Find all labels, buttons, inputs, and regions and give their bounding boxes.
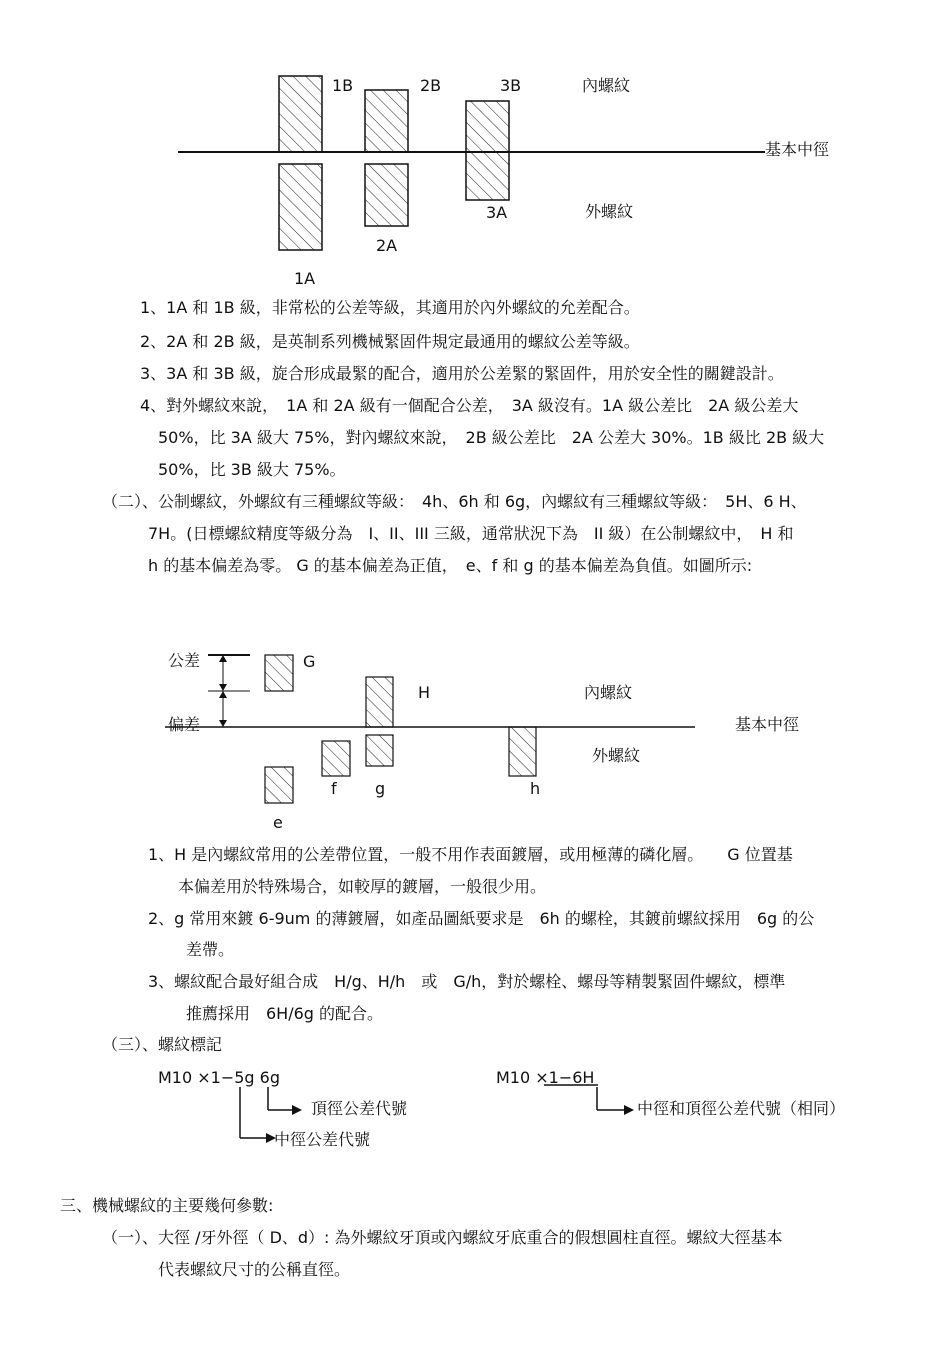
section3-title: （三）、螺紋標記: [102, 1035, 223, 1054]
band-1B: [279, 76, 322, 152]
chapter3-item1-line-1: （一）、大徑 /牙外徑（ D、d）: 為外螺紋牙頂或內螺紋牙底重合的假想圓柱直徑。螺紋大徑基本: [102, 1228, 783, 1247]
label-external-thread-1: 外螺紋: [585, 202, 634, 221]
list2-item-3: 3、螺紋配合最好組合成 H/g、H/h 或 G/h，對於螺栓、螺母等精製緊固件螺紋，標準: [148, 972, 786, 991]
label-external-thread-2: 外螺紋: [592, 746, 641, 765]
band-3B-3A: [466, 101, 509, 200]
label-g: g: [375, 779, 386, 798]
list1-item-2: 2、2A 和 2B 級，是英制系列機械緊固件規定最通用的螺紋公差等級。: [140, 332, 640, 351]
para2-line-3: h 的基本偏差為零。 G 的基本偏差為正值， e、f 和 g 的基本偏差為負值。如圖所示:: [148, 556, 753, 575]
para2-line-2: 7H。(日標螺紋精度等級分為 I、II、III 三級，通常狀況下為 II 級）在公制螺紋中， H 和: [148, 524, 794, 543]
band-2A: [365, 164, 408, 226]
band-h: [509, 727, 536, 776]
band-e: [265, 767, 293, 803]
label-G: G: [303, 652, 316, 671]
para2-line-1: （二）、公制螺紋，外螺紋有三種螺紋等級： 4h、6h 和 6g，內螺紋有三種螺紋等級： 5H、6 H、: [102, 492, 807, 511]
list2-item-2-cont: 差帶。: [186, 940, 235, 959]
label-basic-pitch-1: 基本中徑: [765, 140, 830, 159]
label-h: h: [530, 779, 541, 798]
list1-item-4-cont-2: 50%，比 3B 級大 75%。: [158, 460, 346, 479]
chapter3-title: 三、機械螺紋的主要幾何參數:: [60, 1196, 274, 1215]
label-deviation: 偏差: [168, 715, 201, 734]
label-tolerance: 公差: [168, 651, 201, 670]
label-2A: 2A: [376, 236, 398, 255]
label-2B: 2B: [420, 76, 442, 95]
chapter3-item1-line-2: 代表螺紋尺寸的公稱直徑。: [158, 1260, 351, 1279]
list2-item-3-cont: 推薦採用 6H/6g 的配合。: [186, 1004, 384, 1023]
marking-same-code-note: 中徑和頂徑公差代號（相同）: [637, 1099, 846, 1118]
label-3B: 3B: [500, 76, 522, 95]
band-G: [265, 655, 293, 691]
band-f: [322, 741, 350, 776]
band-1A: [279, 164, 322, 250]
list2-item-2: 2、g 常用來鍍 6-9um 的薄鍍層，如產品圖紙要求是 6h 的螺栓，其鍍前螺紋採用 6g 的公: [148, 909, 815, 928]
band-2B: [365, 90, 408, 152]
marking-top-diameter-code: 頂徑公差代號: [311, 1099, 408, 1118]
label-3A: 3A: [486, 203, 508, 222]
list2-item-1: 1、H 是內螺紋常用的公差帶位置，一般不用作表面鍍層，或用極薄的磷化層。 G 位置基: [148, 845, 793, 864]
list1-item-4: 4、對外螺紋來說， 1A 和 2A 級有一個配合公差， 3A 級沒有。1A 級公差比 2A 級公差大: [140, 396, 799, 415]
label-internal-thread-1: 內螺紋: [582, 76, 631, 95]
band-H: [366, 677, 393, 727]
label-1A: 1A: [294, 269, 316, 288]
band-g: [366, 735, 393, 766]
label-f: f: [331, 779, 337, 798]
label-basic-pitch-2: 基本中徑: [735, 715, 800, 734]
list1-item-3: 3、3A 和 3B 級，旋合形成最緊的配合，適用於公差緊的緊固件，用於安全性的關鍵設計。: [140, 364, 784, 383]
label-H: H: [418, 683, 431, 702]
marking-example-2: M10 ×1−6H: [496, 1068, 595, 1087]
marking-pitch-diameter-code: 中徑公差代號: [274, 1130, 371, 1149]
label-1B: 1B: [332, 76, 354, 95]
label-e: e: [273, 813, 283, 832]
marking-example-1: M10 ×1−5g 6g: [158, 1068, 280, 1087]
list2-item-1-cont: 本偏差用於特殊場合，如較厚的鍍層，一般很少用。: [178, 877, 547, 896]
list1-item-4-cont-1: 50%，比 3A 級大 75%，對內螺紋來說， 2B 級公差比 2A 公差大 30%。1B 級比 2B 級大: [158, 428, 825, 447]
list1-item-1: 1、1A 和 1B 級，非常松的公差等級，其適用於內外螺紋的允差配合。: [140, 298, 640, 317]
label-internal-thread-2: 內螺紋: [584, 683, 633, 702]
